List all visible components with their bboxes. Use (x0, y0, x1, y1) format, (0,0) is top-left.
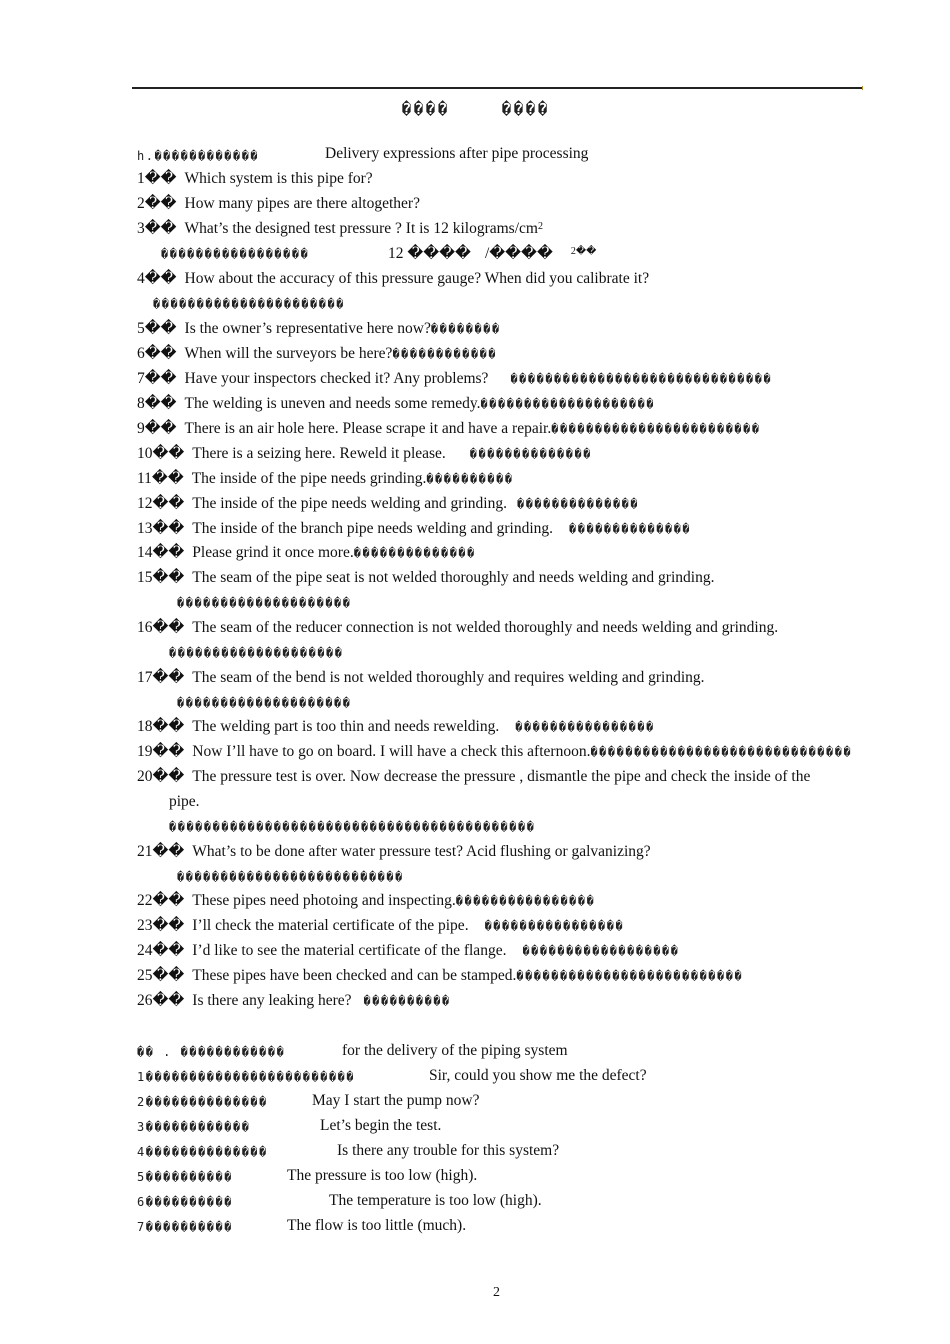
section1-heading: Delivery expressions after pipe processing (325, 145, 589, 162)
list-item: 11�� The inside of the pipe needs grinding.���������� (137, 470, 514, 487)
list-item: �������������������� (177, 596, 352, 610)
list-item: 21�� What’s to be done after water pressure test? Acid flushing or galvanizing? (137, 843, 651, 860)
list-item: 24�� I’d like to see the material certificate of the flange. ������������������ (137, 942, 680, 959)
list-item: 10�� There is a seizing here. Reweld it please. �������������� (137, 445, 592, 462)
list-item-en: The flow is too little (much). (287, 1217, 467, 1234)
list-item-cn: 6���������� (137, 1195, 233, 1209)
list-item: 7�� Have your inspectors checked it? Any problems? ������������������������������ (137, 370, 773, 387)
list-item: �������������������������� (177, 870, 404, 884)
list-item-cn: 7���������� (137, 1220, 233, 1234)
list-item-en: Sir, could you show me the defect? (429, 1067, 647, 1084)
page-title-right: ���� (502, 100, 551, 118)
list-item-cn: 5���������� (137, 1170, 233, 1184)
list-item: 19�� Now I’ll have to go on board. I will have a check this afternoon.������������������������������ (137, 743, 853, 760)
list-item-en: The pressure is too low (high). (287, 1167, 478, 1184)
list-item: 2�� How many pipes are there altogether? (137, 195, 420, 212)
list-item: 4�� How about the accuracy of this pressure gauge? When did you calibrate it? (137, 270, 650, 287)
list-item-en: The temperature is too low (high). (329, 1192, 542, 1209)
list-item: 5�� Is the owner’s representative here now?�������� (137, 320, 501, 337)
section2-heading: for the delivery of the piping system (342, 1042, 568, 1059)
section1-label: һ.������������ (137, 149, 260, 163)
list-item: 3�� What’s the designed test pressure ? It is 12 kilograms/$cm^2$ (137, 220, 543, 237)
list-item: 17�� The seam of the bend is not welded thoroughly and requires welding and grinding. (137, 669, 705, 686)
list-item: ���������������������� (153, 297, 345, 311)
list-item-cn: 3������������ (137, 1120, 251, 1134)
list-item: 12�� The inside of the pipe needs welding and grinding. �������������� (137, 495, 640, 512)
list-item: 20�� The pressure test is over. Now decrease the pressure , dismantle the pipe and check the inside of the (137, 768, 811, 785)
list-item: 14�� Please grind it once more.�������������� (137, 544, 476, 561)
list-item: ������������������������������������������ (169, 820, 536, 834)
list-item: 1�� Which system is this pipe for? (137, 170, 373, 187)
list-item: 9�� There is an air hole here. Please scrape it and have a repair.������������������������ (137, 420, 761, 437)
section2-label: �� . ������������ (137, 1045, 286, 1059)
list-item-cn: 2�������������� (137, 1095, 268, 1109)
list-item: 6�� When will the surveyors be here?������������ (137, 345, 498, 362)
list-item: 26�� Is there any leaking here? ���������� (137, 992, 451, 1009)
list-item: 15�� The seam of the pipe seat is not welded thoroughly and needs welding and grinding. (137, 569, 715, 586)
list-item: �������������������� (169, 646, 344, 660)
list-item-en: Let’s begin the test. (320, 1117, 442, 1134)
list-item-en: Is there any trouble for this system? (337, 1142, 560, 1159)
header-rule (132, 87, 863, 89)
page-title-left: ���� (402, 100, 451, 118)
list-item: 18�� The welding part is too thin and needs rewelding. ���������������� (137, 718, 655, 735)
list-item: 23�� I’ll check the material certificate of the pipe. ���������������� (137, 917, 625, 934)
header-rule-tick (862, 86, 863, 90)
list-item-cn: 1������������������������ (137, 1070, 356, 1084)
list-item-en: May I start the pump now? (312, 1092, 480, 1109)
list-item: 22�� These pipes need photoing and inspecting.���������������� (137, 892, 596, 909)
list-item: 25�� These pipes have been checked and can be stamped.�������������������������� (137, 967, 744, 984)
list-item-extra: 12 ���� /���� $^{2��}$ (388, 245, 597, 262)
list-item: 13�� The inside of the branch pipe needs welding and grinding. �������������� (137, 520, 692, 537)
page-number: 2 (493, 1285, 500, 1300)
list-item: �������������������� (177, 696, 352, 710)
list-item: ����������������� (161, 247, 310, 261)
list-item: 8�� The welding is uneven and needs some remedy.�������������������� (137, 395, 656, 412)
list-item: pipe. (169, 793, 200, 810)
list-item-cn: 4�������������� (137, 1145, 268, 1159)
list-item: 16�� The seam of the reducer connection is not welded thoroughly and needs welding and grinding. (137, 619, 779, 636)
